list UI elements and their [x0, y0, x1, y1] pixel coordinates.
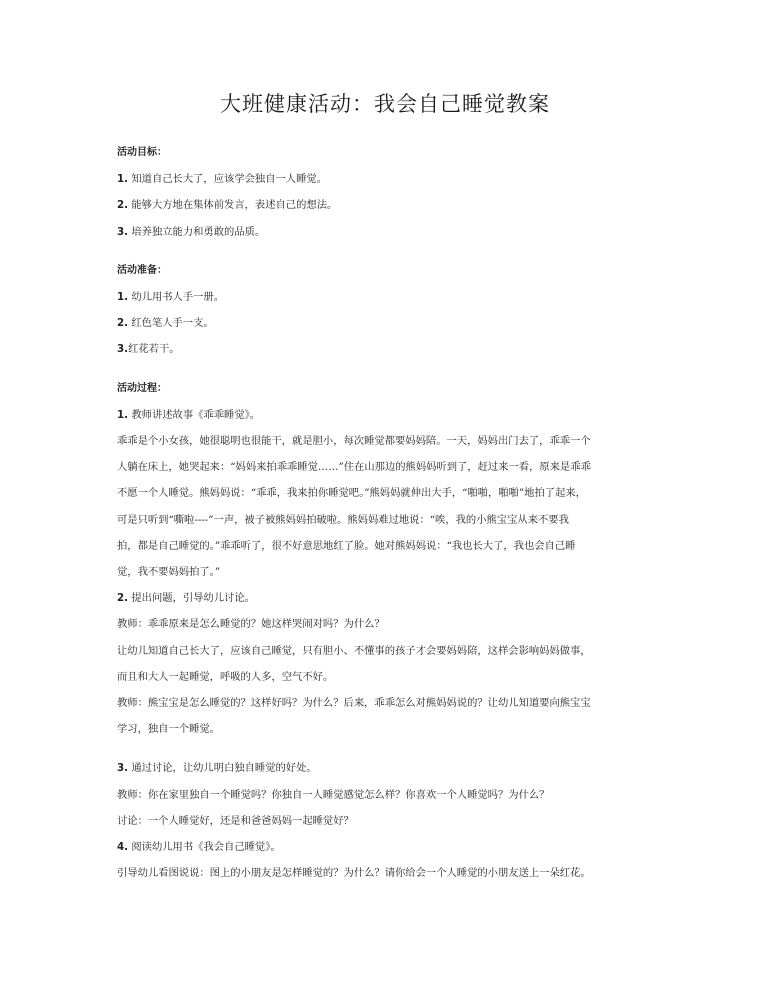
story-line: 可是只听到“嘶啦----”一声，被子被熊妈妈拍破啦。熊妈妈难过地说：“唉，我的小熊宝宝从来不要我 [117, 513, 569, 526]
story-line: 人躺在床上，她哭起来：“妈妈来拍乖乖睡觉……”住在山那边的熊妈妈听到了，赶过来一看，原来是乖乖 [117, 461, 591, 474]
prep-text: 幼儿用书人手一册。 [128, 291, 225, 304]
step-1 [117, 402, 662, 428]
section-gap [117, 245, 662, 258]
goal-item [117, 166, 662, 192]
step-2 [117, 585, 662, 611]
story-line: 拍，都是自己睡觉的。”乖乖听了，很不好意思地红了脸。她对熊妈妈说：“我也长大了，我也会自己睡 [117, 539, 576, 552]
step-number: 2. [117, 592, 129, 605]
prep-item [117, 336, 662, 362]
prep-number: 1. [117, 291, 129, 304]
goal-item [117, 219, 662, 245]
step-3 [117, 755, 662, 781]
paragraph-line: 让幼儿知道自己长大了，应该自己睡觉，只有胆小、不懂事的孩子才会要妈妈陪，这样会影响妈妈做事， [117, 644, 591, 657]
paragraph-line: 引导幼儿看图说说：图上的小朋友是怎样睡觉的？为什么？请你给会一个人睡觉的小朋友送上一朵红花。 [117, 867, 591, 880]
document-body [117, 140, 662, 886]
goal-text: 知道自己长大了，应该学会独自一人睡觉。 [128, 173, 327, 186]
goal-text: 培养独立能力和勇敢的品质。 [128, 225, 266, 238]
prep-text: 红色笔人手一支。 [128, 317, 214, 330]
story-line: 乖乖是个小女孩，她很聪明也很能干，就是胆小，每次睡觉都要妈妈陪。一天，妈妈出门去了，乖乖一个 [117, 435, 591, 448]
goal-text: 能够大方地在集体前发言，表述自己的想法。 [128, 199, 338, 212]
story-line: 觉，我不要妈妈拍了。” [117, 566, 221, 579]
prep-number: 3. [117, 343, 129, 356]
step-number: 1. [117, 408, 129, 421]
step-text: 通过讨论，让幼儿明白独自睡觉的好处。 [128, 762, 317, 775]
step-number: 3. [117, 762, 129, 775]
goal-number: 3. [117, 225, 129, 238]
prep-text: 红花若干。 [128, 343, 180, 356]
paragraph-line: 学习，独自一个睡觉。 [117, 723, 220, 736]
paragraph-line: 讨论：一个人睡觉好，还是和爸爸妈妈一起睡觉好？ [117, 814, 354, 827]
step-text: 教师讲述故事《乖乖睡觉》。 [128, 408, 261, 421]
prep-heading: 活动准备： [117, 264, 167, 276]
goal-number: 1. [117, 173, 129, 186]
paragraph-line: 教师：乖乖原来是怎么睡觉的？她这样哭闹对吗？为什么？ [117, 618, 385, 631]
process-heading: 活动过程： [117, 382, 167, 394]
document-title: 大班健康活动：我会自己睡觉教案 [220, 92, 550, 116]
paragraph-line: 教师：你在家里独自一个睡觉吗？你独自一人睡觉感觉怎么样？你喜欢一个人睡觉吗？为什么？ [117, 788, 550, 801]
step-text: 阅读幼儿用书《我会自己睡觉》。 [128, 841, 281, 854]
goal-number: 2. [117, 199, 129, 212]
section-gap [117, 742, 662, 755]
step-4 [117, 834, 662, 860]
paragraph-line: 教师：熊宝宝是怎么睡觉的？这样好吗？为什么？后来，乖乖怎么对熊妈妈说的？让幼儿知道要向熊宝宝 [117, 697, 591, 710]
goals-heading: 活动目标： [117, 147, 167, 158]
prep-item [117, 310, 662, 336]
story-line: 不愿一个人睡觉。熊妈妈说：“乖乖，我来拍你睡觉吧。”熊妈妈就伸出大手，“啪啪，啪啪”地拍了起来， [117, 487, 586, 500]
goal-item [117, 192, 662, 218]
step-text: 提出问题，引导幼儿讨论。 [128, 592, 255, 605]
section-gap [117, 363, 662, 376]
prep-number: 2. [117, 317, 129, 330]
prep-item [117, 284, 662, 310]
step-number: 4. [117, 841, 129, 854]
paragraph-line: 而且和大人一起睡觉，呼吸的人多，空气不好。 [117, 670, 334, 683]
